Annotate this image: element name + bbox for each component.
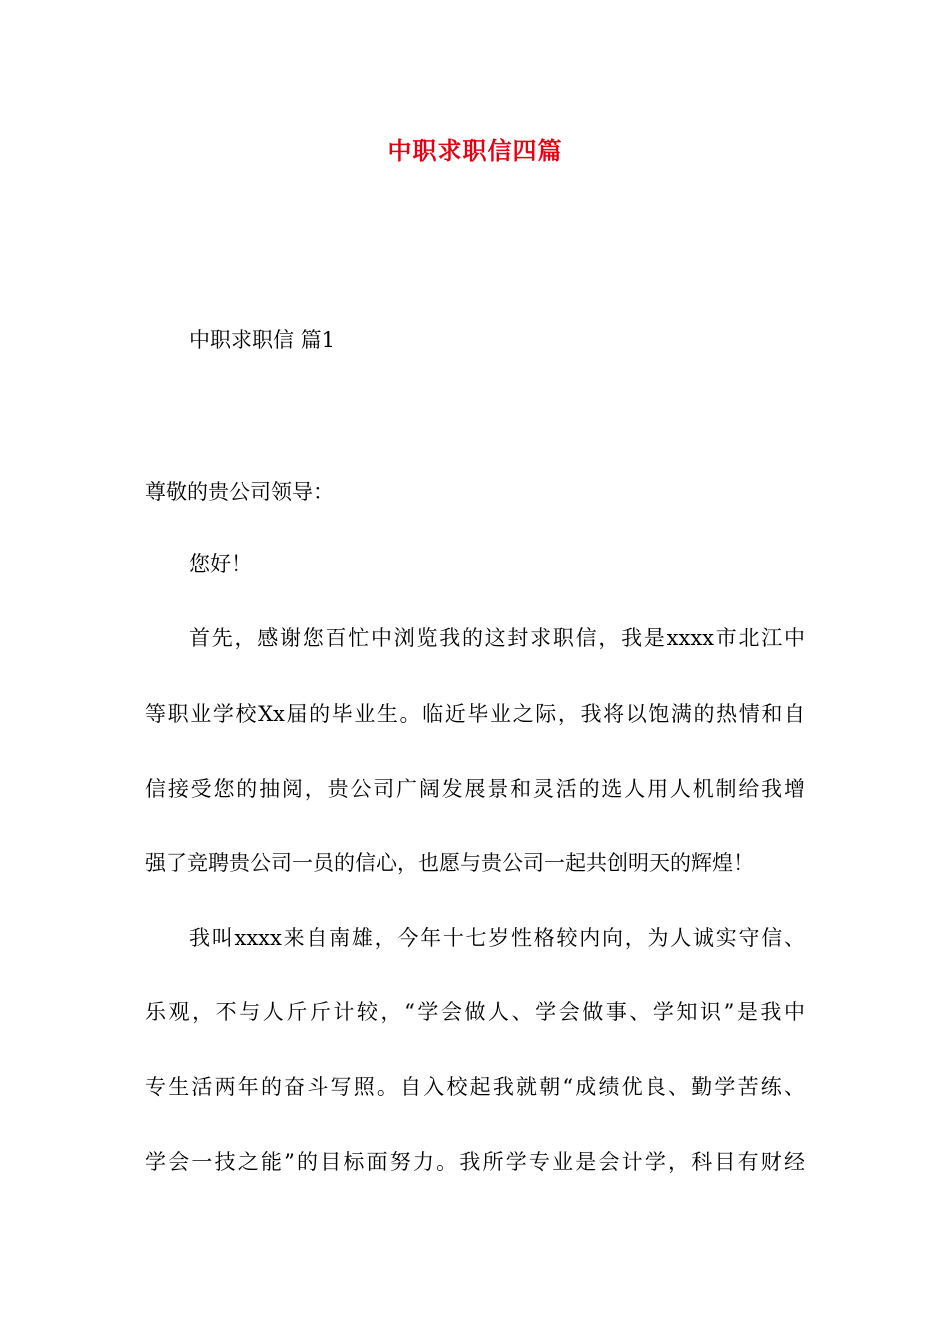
paragraph-line: 学会一技之能”的目标面努力。我所学专业是会计学，科目有财经: [145, 1150, 805, 1174]
paragraph-line: 信接受您的抽阅，贵公司广阔发展景和灵活的选人用人机制给我增: [145, 777, 805, 801]
paragraph-line: 首先，感谢您百忙中浏览我的这封求职信，我是xxxx市北江中: [189, 626, 805, 650]
paragraph-line: 专生活两年的奋斗写照。自入校起我就朝“成绩优良、勤学苦练、: [145, 1075, 805, 1099]
greeting: 您好！: [189, 552, 252, 576]
paragraph-line: 等职业学校Xx届的毕业生。临近毕业之际，我将以饱满的热情和自: [145, 702, 805, 726]
paragraph-line: 我叫xxxx来自南雄，今年十七岁性格较内向，为人诚实守信、: [189, 926, 805, 950]
document-title: 中职求职信四篇: [387, 136, 563, 165]
salutation: 尊敬的贵公司领导：: [145, 480, 334, 504]
paragraph-line: 强了竞聘贵公司一员的信心，也愿与贵公司一起共创明天的辉煌！: [145, 851, 754, 875]
paragraph-line: 乐观，不与人斤斤计较，“学会做人、学会做事、学知识”是我中: [145, 1000, 805, 1024]
section-heading: 中职求职信 篇1: [189, 328, 336, 352]
